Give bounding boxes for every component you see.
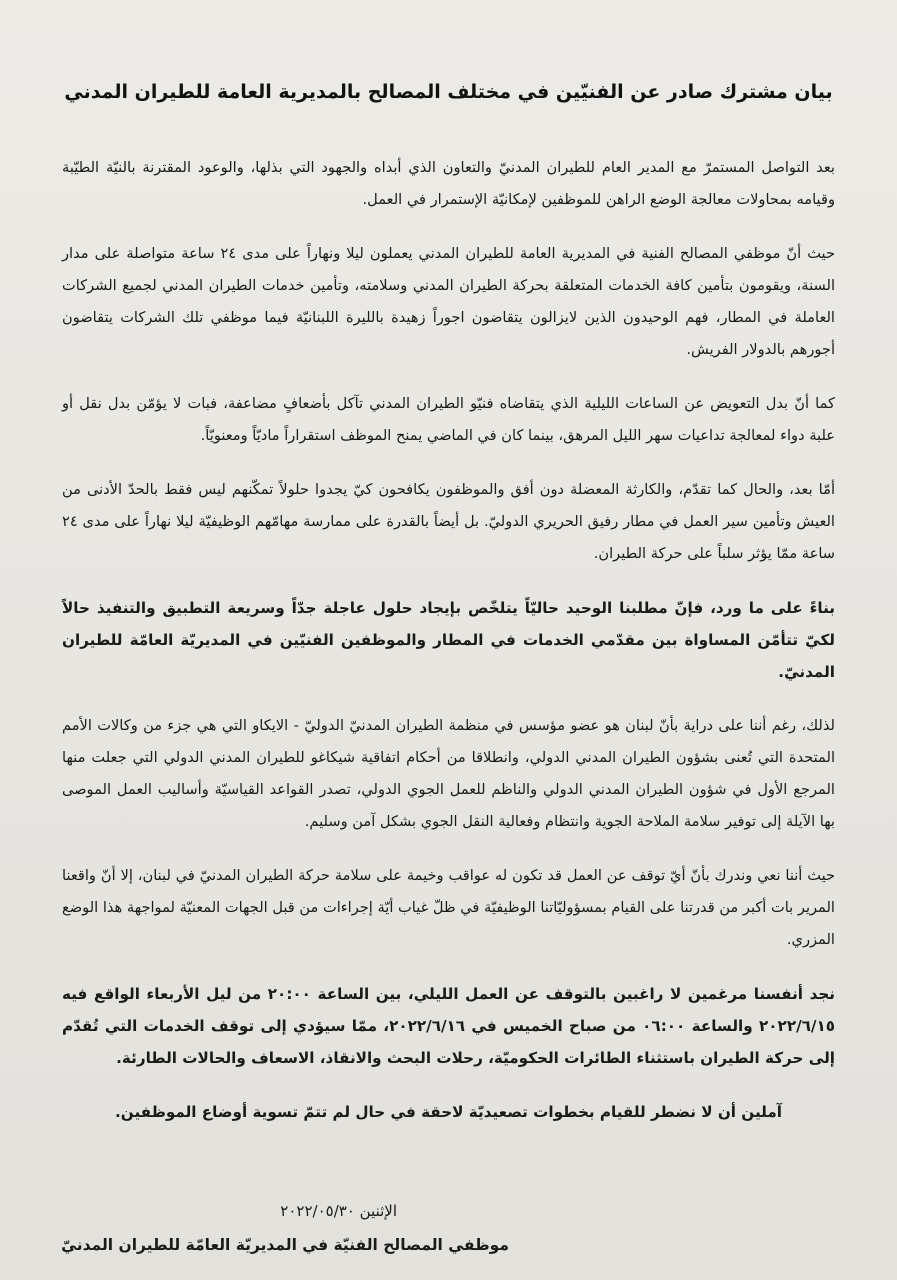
paragraph-night-compensation: كما أنّ بدل التعويض عن الساعات الليلية الذي يتقاضاه فنيّو الطيران المدني تآكل بأضعافٍ مضاعفة، فبات لا يؤمّن بدل نقل أو علبة دواء لمعالجة تداعيات سهر الليل المرهق، بينما كان في الماضي يمنح الموظف استقراراً ماديّاً ومعنويّاً. bbox=[62, 395, 835, 444]
paragraph-strike-notice: نجد أنفسنا مرغمين لا راغبين بالتوقف عن العمل الليلي، بين الساعة ٢٠:٠٠ من ليل الأربعاء الواقع فيه ٢٠٢٢/٦/١٥ والساعة ٠٦:٠٠ من صباح الخميس في ٢٠٢٢/٦/١٦، ممّا سيؤدي إلى توقف الخدمات التي تُقدّم إلى حركة الطيران باستثناء الطائرات الحكوميّة، رحلات البحث والانقاذ، الاسعاف والحالات الطارئة. bbox=[62, 985, 835, 1067]
paragraph-staff-situation: حيث أنّ موظفي المصالح الفنية في المديرية العامة للطيران المدني يعملون ليلا ونهاراً على مدى ٢٤ ساعة متواصلة على مدار السنة، ويقومون بتأمين كافة الخدمات المتعلقة بحركة الطيران المدني وسلامته، وتأمين خدمات الطيران المدني لجميع الشركات العاملة في المطار، فهم الوحيدون الذين لايزالون يتقاضون اجوراً زهيدة بالليرة اللبنانيّة فيما موظفي تلك الشركات يتقاضون أجورهم بالدولار الفريش. bbox=[62, 245, 835, 358]
paragraph-crisis: أمّا بعد، والحال كما تقدّم، والكارثة المعضلة دون أفق والموظفون يكافحون كيّ يجدوا حلولاً تمكّنهم ليس فقط بالحدّ الأدنى من العيش وتأمين سير العمل في مطار رفيق الحريري الدوليّ. بل أيضاً بالقدرة على ممارسة مهامّهم الوظيفيّة ليلا نهاراً على مدى ٢٤ ساعة ممّا يؤثر سلباً على حركة الطيران. bbox=[62, 481, 835, 562]
document-date: الإثنين ٢٠٢٢/٠٥/٣٠ bbox=[280, 1202, 397, 1220]
document-title: بيان مشترك صادر عن الفنيّين في مختلف المصالح بالمديرية العامة للطيران المدني bbox=[64, 81, 833, 103]
paragraph-closing-wish: آملين أن لا نضطر للقيام بخطوات تصعيديّة لاحقة في حال لم تتمّ تسوية أوضاع الموظفين. bbox=[115, 1103, 782, 1121]
paragraph-intro: بعد التواصل المستمرّ مع المدير العام للطيران المدنيّ والتعاون الذي أبداه والجهود التي بذلها، والوعود المقترنة بالنيّة الطيّبة وقيامه بمحاولات معالجة الوضع الراهن للموظفين لإمكانيّة الإستمرار في العمل. bbox=[62, 159, 835, 208]
document-signature: موظفي المصالح الفنيّة في المديريّة العامّة للطيران المدنيّ bbox=[61, 1236, 509, 1254]
paragraph-awareness: حيث أننا نعي وندرك بأنّ أيّ توقف عن العمل قد تكون له عواقب وخيمة على سلامة حركة الطيران المدنيّ في لبنان، إلا أنّ واقعنا المرير بات أكبر من قدرتنا على القيام بمسؤوليّاتنا الوظيفيّة في ظلّ غياب أيّة إجراءات من قبل الجهات المعنيّة لمواجهة هذا الوضع المزري. bbox=[62, 867, 835, 948]
paragraph-demand: بناءً على ما ورد، فإنّ مطلبنا الوحيد حاليّاً يتلخّص بإيجاد حلول عاجلة جدّاً وسريعة التطبيق والتنفيذ حالاً لكيّ تتأمّن المساواة بين مقدّمي الخدمات في المطار والموظفين الفنيّين في المديريّة العامّة للطيران المدنيّ. bbox=[62, 599, 835, 681]
paragraph-icao: لذلك، رغم أننا على دراية بأنّ لبنان هو عضو مؤسس في منظمة الطيران المدنيّ الدوليّ - الايكاو التي هي جزء من وكالات الأمم المتحدة التي تُعنى بشؤون الطيران المدني الدولي، وانطلاقا من أحكام اتفاقية شيكاغو للطيران المدني الدولي التي جعلت منها المرجع الأول في شؤون الطيران المدني الدولي والناظم للعمل الجوي الدولي، تصدر القواعد القياسيّة وأساليب العمل الموصى بها الآيلة إلى توفير سلامة الملاحة الجوية وانتظام وفعالية النقل الجوي بشكل آمن وسليم. bbox=[62, 717, 835, 830]
